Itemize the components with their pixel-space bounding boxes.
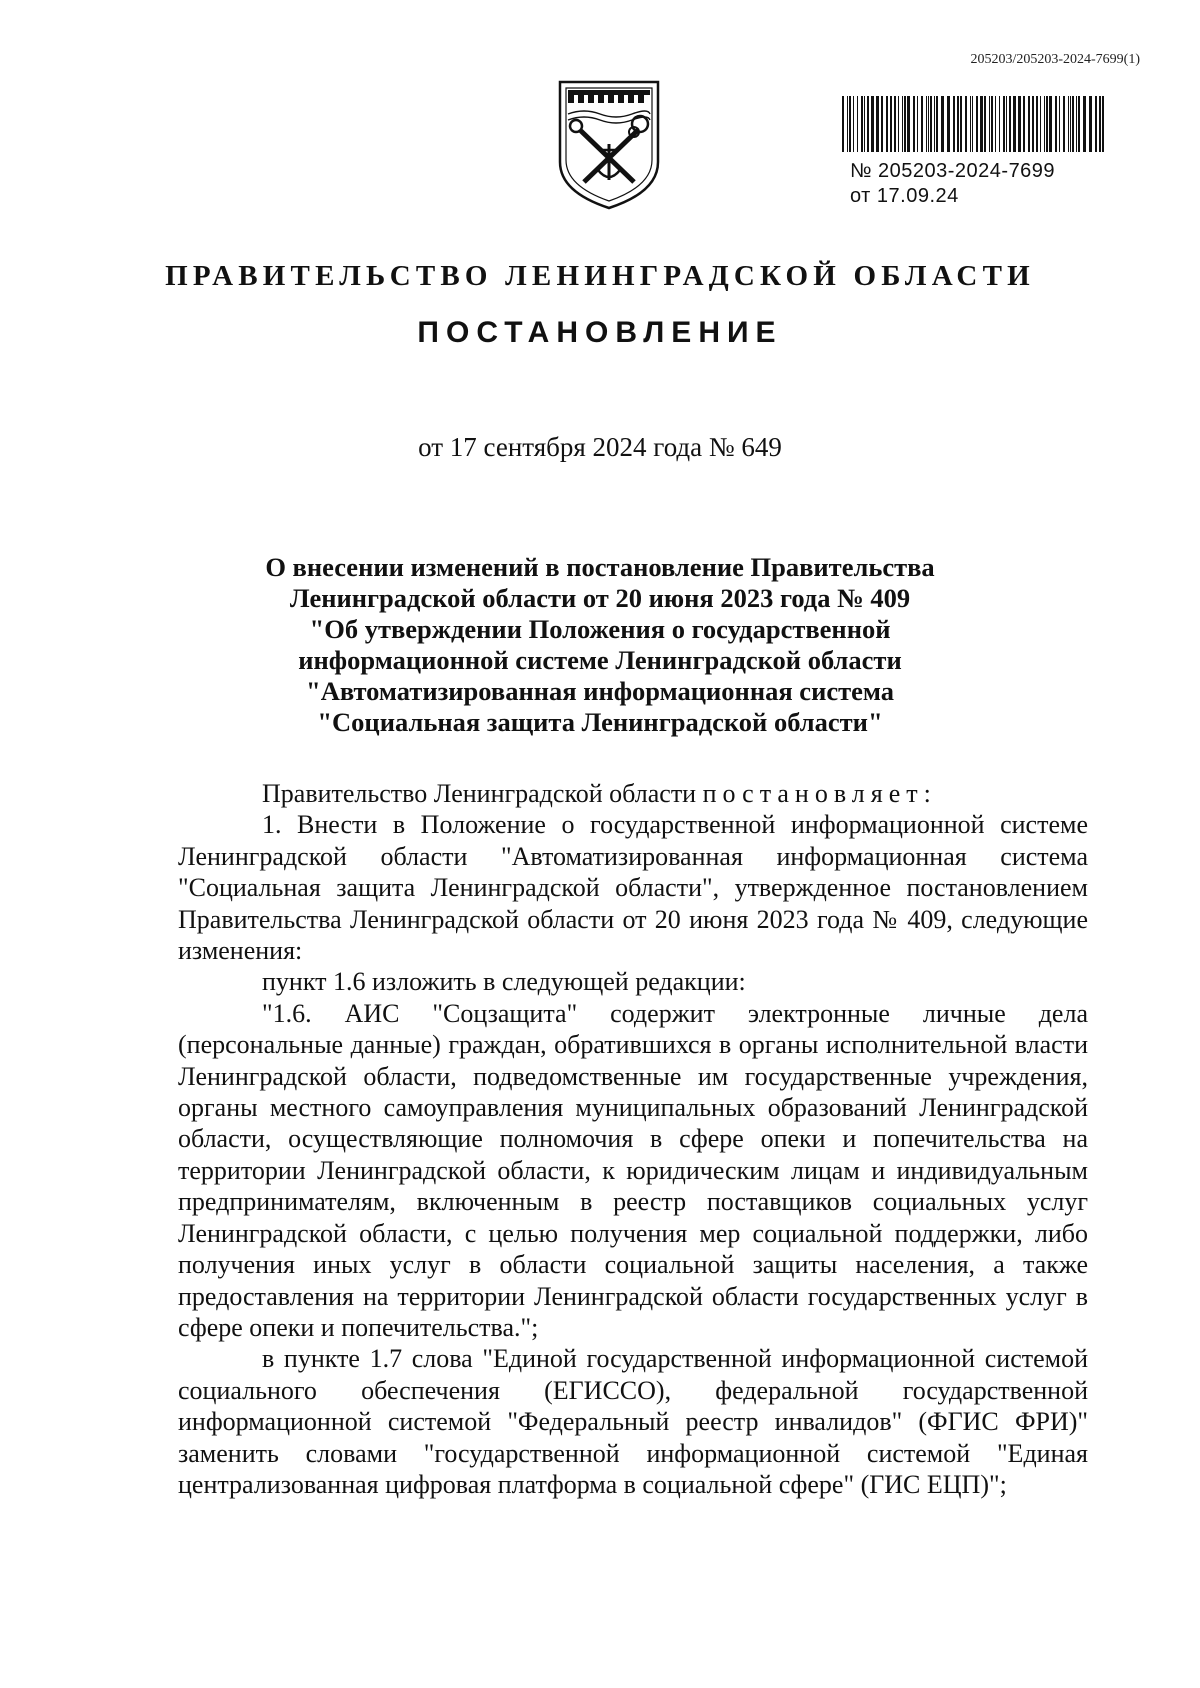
barcode-bar [871, 96, 874, 152]
intro-text: Правительство Ленинградской области [262, 779, 697, 808]
document-date-number: от 17 сентября 2024 года № 649 [418, 432, 782, 462]
barcode-bar [1040, 96, 1041, 152]
barcode-bar [853, 96, 854, 152]
barcode-bar [1003, 96, 1005, 152]
barcode-bar [965, 96, 967, 152]
barcode-bar [953, 96, 955, 152]
barcode-bar [898, 96, 899, 152]
document-subject [200, 552, 1000, 738]
barcode-bar [1036, 96, 1038, 152]
barcode-bar [1083, 96, 1086, 152]
barcode-bar [894, 96, 896, 152]
barcode-bar [886, 96, 888, 152]
leningrad-oblast-coat-of-arms-icon [554, 74, 664, 214]
barcode-bar [1089, 96, 1092, 152]
barcode-bar [907, 96, 910, 152]
barcode-bar [1049, 96, 1052, 152]
barcode-bar [926, 96, 927, 152]
barcode-bar [1076, 96, 1077, 152]
government-title: ПРАВИТЕЛЬСТВО ЛЕНИНГРАДСКОЙ ОБЛАСТИ [165, 260, 1035, 292]
barcode-bar [972, 96, 973, 152]
barcode-bar [1006, 96, 1007, 152]
document-kind: ПОСТАНОВЛЕНИЕ [417, 316, 783, 349]
barcode-bar [847, 96, 848, 152]
barcode-bar [1046, 96, 1048, 152]
barcode-bar [1078, 96, 1080, 152]
barcode-bar [1102, 96, 1104, 152]
document-reference-id: 205203/205203-2024-7699(1) [970, 52, 1140, 67]
barcode-bar [881, 96, 883, 152]
barcode-bar [1072, 96, 1074, 152]
barcode-bar [904, 96, 906, 152]
barcode-bar [867, 96, 869, 152]
registration-number: № 205203-2024-7699 [850, 160, 1056, 182]
barcode-bar [1068, 96, 1069, 152]
barcode-bar [902, 96, 903, 152]
subject-line: "Автоматизированная информационная система [306, 676, 894, 706]
barcode-bar [1044, 96, 1045, 152]
barcode-bar [934, 96, 935, 152]
barcode-bar [921, 96, 923, 152]
barcode-bar [976, 96, 978, 152]
barcode-bar [999, 96, 1000, 152]
paragraph-2: пункт 1.6 изложить в следующей редакции: [262, 967, 746, 997]
barcode-bar [917, 96, 918, 152]
barcode-bar [849, 96, 851, 152]
barcode-bar [928, 96, 929, 152]
barcode-bar [857, 96, 858, 152]
barcode-bar [980, 96, 983, 152]
barcode-bar [1009, 96, 1011, 152]
barcode-bar [947, 96, 950, 152]
barcode-bar [1070, 96, 1071, 152]
subject-line: информационной системе Ленинградской области [298, 645, 902, 675]
barcode-bar [876, 96, 879, 152]
barcode-bar [984, 96, 986, 152]
barcode-bar [1063, 96, 1065, 152]
barcode-bar [1055, 96, 1057, 152]
subject-line: О внесении изменений в постановление Правительства [265, 552, 935, 582]
barcode-bar [890, 96, 892, 152]
subject-line: Ленинградской области от 20 июня 2023 года № 409 [289, 583, 911, 613]
barcode-bar [864, 96, 865, 152]
barcode-bar [1032, 96, 1034, 152]
barcode-bar [1018, 96, 1021, 152]
paragraph-1: 1. Внести в Положение о государственной информационной системе Ленинградской области "Автоматизированная информационная система "Социальная защита Ленинградской области", утвержденное постановлением Правительства Ленинградской области от 20 июня 2023 года № 409, следующие изменения: [178, 810, 1088, 966]
barcode-bar [930, 96, 932, 152]
subject-line: "Социальная защита Ленинградской области" [317, 707, 883, 737]
document-body [178, 778, 1088, 1500]
barcode-bar [1059, 96, 1060, 152]
barcode-bar [936, 96, 938, 152]
barcode-bar [1095, 96, 1097, 152]
barcode-bar [861, 96, 863, 152]
barcode-bar [957, 96, 959, 152]
barcode-icon [840, 96, 1108, 152]
barcode-bar [1028, 96, 1030, 152]
subject-line: "Об утверждении Положения о государственной [309, 614, 891, 644]
barcode-bar [989, 96, 990, 152]
barcode-bar [941, 96, 944, 152]
paragraph-3: "1.6. АИС "Соцзащита" содержит электронные личные дела (персональные данные) граждан, обратившихся в органы исполнительной власти Ленинградской области, подведомственные им государственные учреждения, органы местного самоуправления муниципальных образований Ленинградской области, осуществляющие полномочия в сфере опеки и попечительства на территории Ленинградской области, к юридическим лицам и индивидуальным предпринимателям, включенным в реестр поставщиков социальных услуг Ленинградской области, с целью получения мер социальной поддержки, либо получения иных услуг в области социальной защиты населения, а также предоставления на территории Ленинградской области государственных услуг в сфере опеки и попечительства."; [178, 998, 1088, 1342]
barcode-bar [1099, 96, 1101, 152]
intro-verb: постановляет: [702, 779, 937, 808]
barcode-bar [960, 96, 962, 152]
paragraph-4: в пункте 1.7 слова "Единой государственной информационной системой социального обеспечения (ЕГИССО), федеральной государственной информационной системой "Федеральный реестр инвалидов" (ФГИС ФРИ)" заменить словами "государственной информационной системой "Единая централизованная цифровая платформа в социальной сфере" (ГИС ЕЦП)"; [178, 1344, 1088, 1499]
registration-date: от 17.09.24 [850, 185, 959, 207]
barcode-bar [913, 96, 915, 152]
barcode-bar [1013, 96, 1016, 152]
barcode-bar [995, 96, 996, 152]
registration-stamp [840, 96, 1110, 208]
intro-paragraph [178, 778, 1088, 809]
barcode-bar [1023, 96, 1025, 152]
barcode-bar [842, 96, 844, 152]
barcode-bar [970, 96, 971, 152]
barcode-bar [991, 96, 993, 152]
